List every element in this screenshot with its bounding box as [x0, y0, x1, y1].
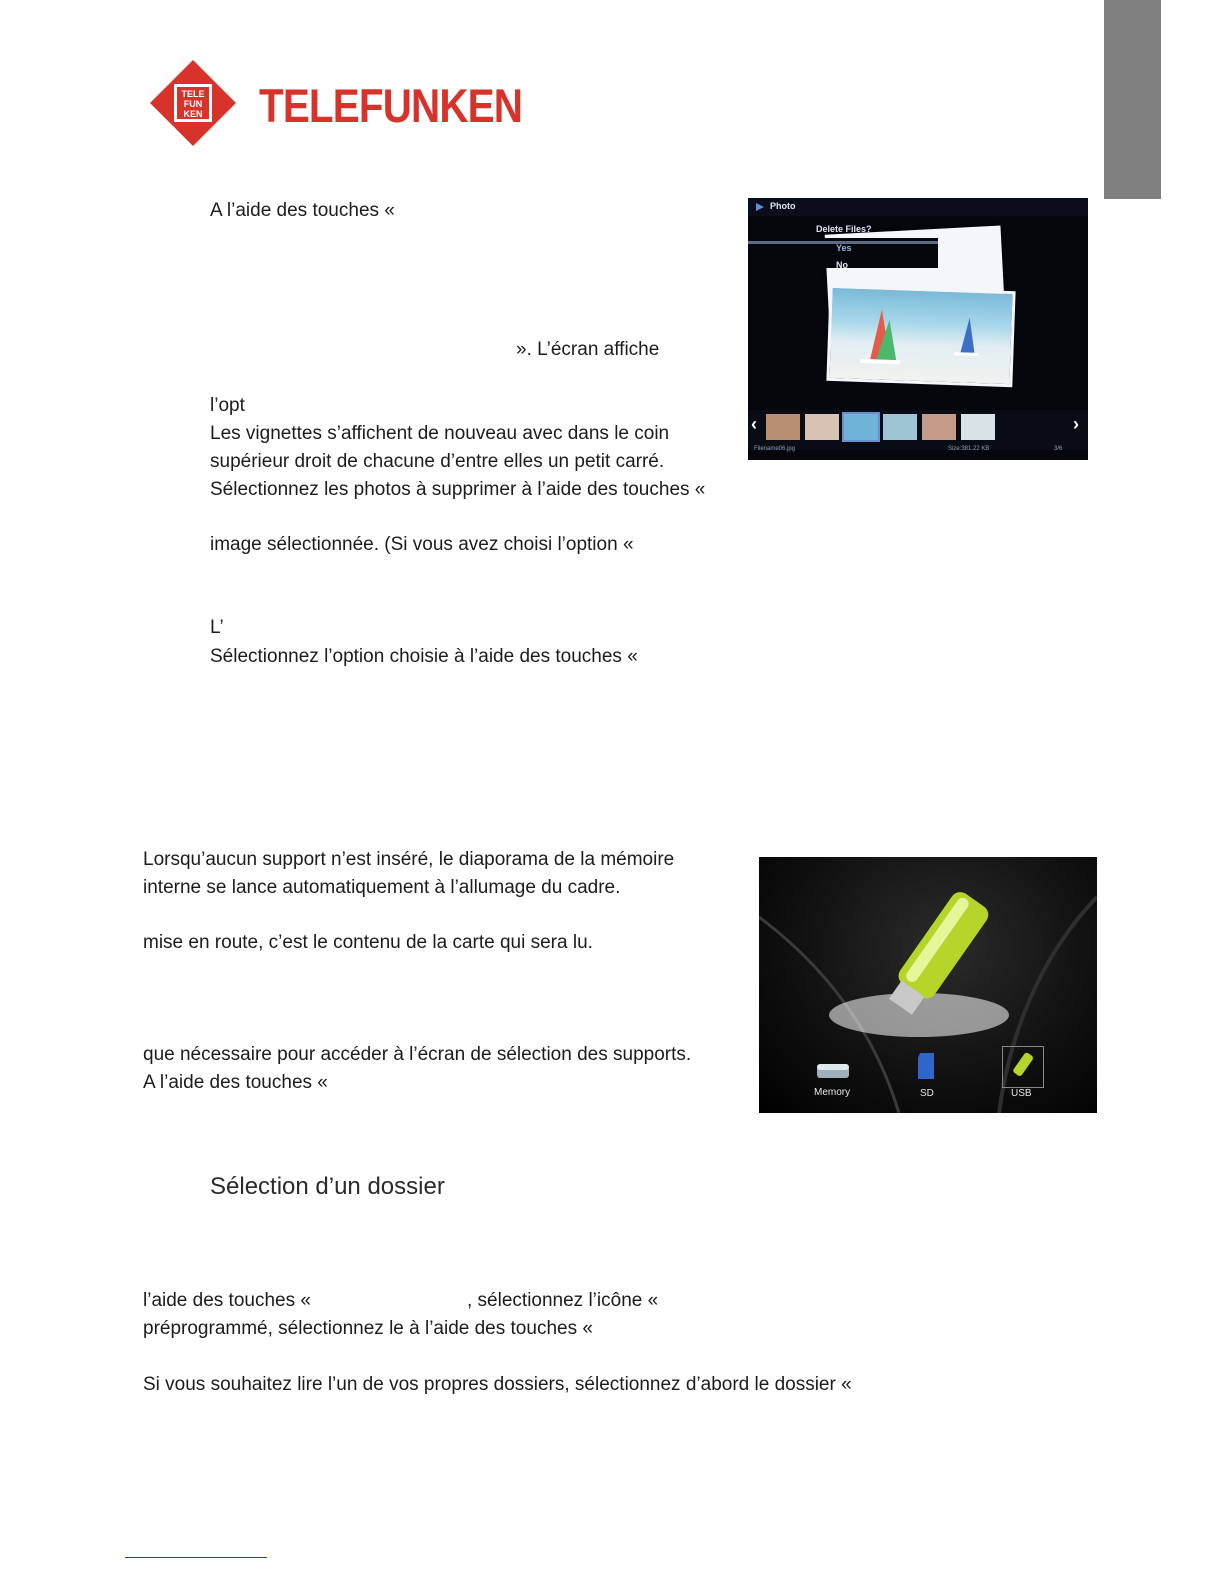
s1-line-1: A l’aide des touches « [210, 200, 395, 221]
logo-mark-line-3: KEN [183, 109, 203, 119]
s3-line-1b: , sélectionnez l’icône « [467, 1290, 659, 1311]
sd-card-icon[interactable] [917, 1052, 937, 1080]
thumbnail[interactable] [883, 414, 917, 440]
logo-mark-line-1: TELE [181, 89, 205, 99]
chevron-right-icon[interactable]: › [1073, 414, 1079, 434]
thumbnail-selected[interactable] [844, 414, 878, 440]
dialog-option-no[interactable]: No [836, 260, 848, 270]
dialog-option-yes[interactable]: Yes [836, 243, 852, 253]
thumbnail[interactable] [922, 414, 956, 440]
s1-line-6: Sélectionnez les photos à supprimer à l’aide des touches « [210, 479, 706, 500]
s1-line-5: supérieur droit de chacune d’entre elles un petit carré. [210, 451, 665, 472]
sd-label[interactable]: SD [920, 1088, 934, 1099]
filesize-label: Size:381.22 KB [948, 446, 990, 452]
memory-icon[interactable] [815, 1060, 851, 1082]
usb-label[interactable]: USB [1011, 1088, 1032, 1099]
usb-stick-icon [869, 877, 999, 1037]
s2-line-5: A l’aide des touches « [143, 1072, 328, 1093]
logo-mark-line-2: FUN [183, 99, 203, 109]
s1-line-8: L’ [210, 617, 224, 638]
thumbnail[interactable] [805, 414, 839, 440]
brand-wordmark: TELEFUNKEN [259, 79, 523, 132]
section-heading: Sélection d’un dossier [210, 1173, 445, 1200]
filename-label: Filename06.jpg [754, 446, 796, 452]
s1-line-4: Les vignettes s’affichent de nouveau avec dans le coin [210, 423, 670, 444]
page-counter: 3/6 [1054, 446, 1063, 452]
usb-small-icon[interactable] [1007, 1050, 1037, 1082]
sailboat-illustration-icon [829, 288, 1012, 384]
dialog-title: Delete Files? [816, 224, 872, 234]
screenshot-header-title: Photo [770, 201, 796, 211]
s1-line-9: Sélectionnez l’option choisie à l’aide des touches « [210, 646, 638, 667]
s2-line-4: que nécessaire pour accéder à l’écran de sélection des supports. [143, 1044, 692, 1065]
s2-line-1: Lorsqu’aucun support n’est inséré, le diaporama de la mémoire [143, 849, 675, 870]
media-selection-screenshot [759, 857, 1097, 1113]
s2-line-3: mise en route, c’est le contenu de la carte qui sera lu. [143, 932, 593, 953]
s1-line-7: image sélectionnée. (Si vous avez choisi l’option « [210, 534, 634, 555]
s1-line-2: ». L’écran affiche [516, 339, 660, 360]
footer-rule [125, 1557, 267, 1558]
thumbnail[interactable] [766, 414, 800, 440]
photo-delete-screenshot [748, 198, 1088, 460]
page-tab [1104, 0, 1161, 199]
s2-line-2: interne se lance automatiquement à l’allumage du cadre. [143, 877, 621, 898]
thumbnail[interactable] [961, 414, 995, 440]
s3-line-1a: l’aide des touches « [143, 1290, 311, 1311]
beach-photo [826, 285, 1015, 387]
telefunken-logo-icon [150, 60, 236, 146]
s3-line-3: Si vous souhaitez lire l’un de vos propres dossiers, sélectionnez d’abord le dossier « [143, 1374, 852, 1395]
chevron-left-icon[interactable]: ‹ [751, 414, 757, 434]
screenshot-header-bar [748, 198, 1088, 216]
s3-line-2: préprogrammé, sélectionnez le à l’aide des touches « [143, 1318, 593, 1339]
memory-label[interactable]: Memory [814, 1087, 851, 1098]
s1-line-3: l’opt [210, 395, 245, 416]
play-icon [755, 202, 765, 212]
